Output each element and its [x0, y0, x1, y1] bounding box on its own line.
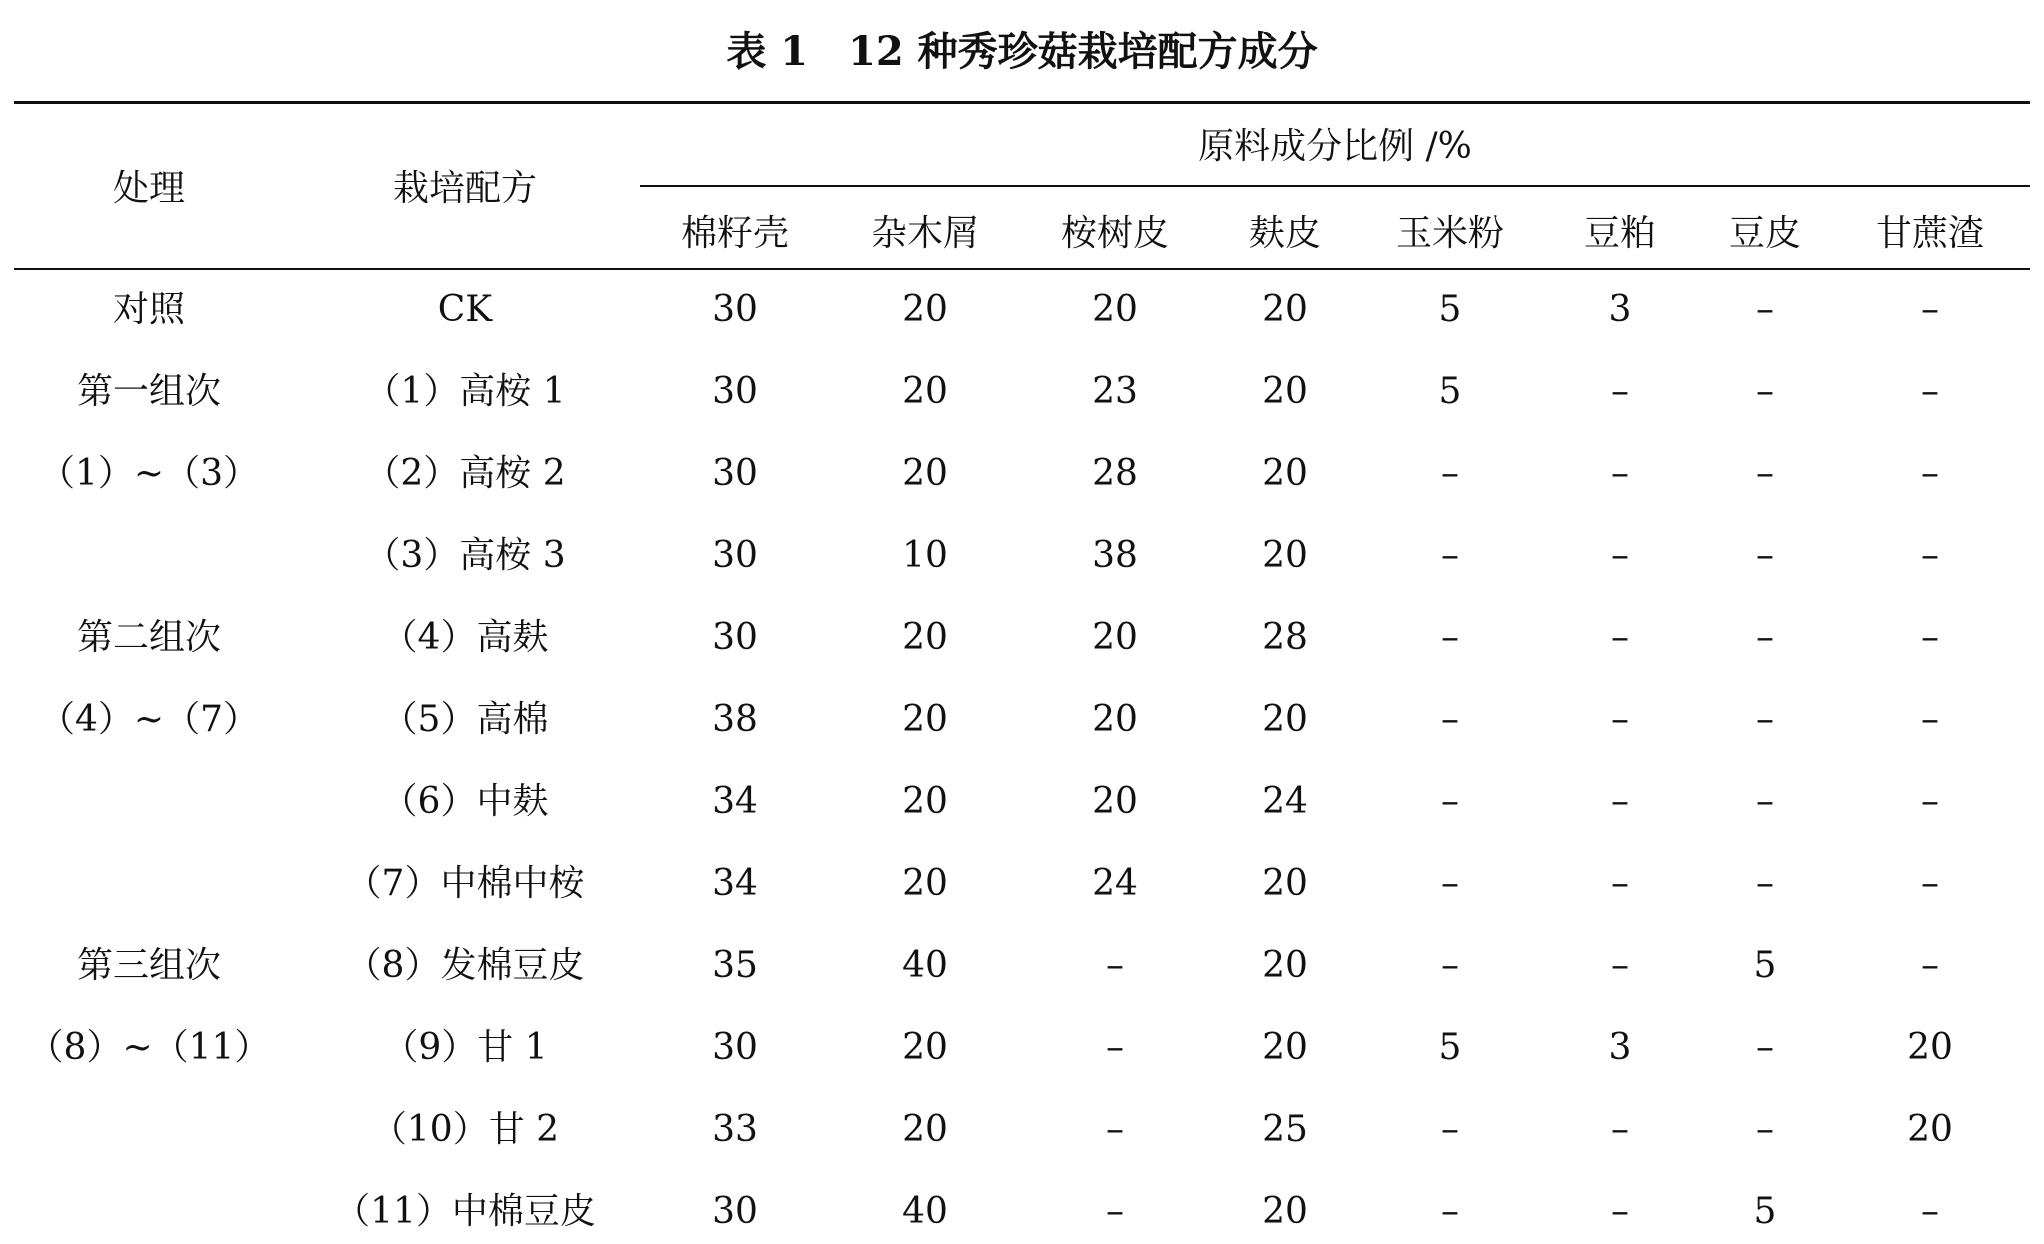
value-cell: –	[1441, 1191, 1459, 1232]
value-cell: 34	[712, 781, 758, 822]
value-cell: –	[1756, 617, 1774, 658]
value-cell: 20	[902, 781, 948, 822]
value-cell: 20	[1907, 1109, 1953, 1150]
value-cell: 30	[712, 1027, 758, 1068]
value-cell: –	[1921, 535, 1939, 576]
formula-cell: （1）高桉 1	[364, 371, 566, 412]
value-cell: 30	[712, 289, 758, 330]
group-header-rule	[640, 185, 2030, 187]
value-cell: –	[1756, 781, 1774, 822]
value-cell: –	[1921, 781, 1939, 822]
column-header: 豆粕	[1583, 213, 1656, 254]
formula-cell: （5）高棉	[381, 699, 549, 740]
value-cell: 20	[1262, 371, 1308, 412]
value-cell: 20	[1092, 289, 1138, 330]
value-cell: –	[1756, 371, 1774, 412]
value-cell: –	[1921, 289, 1939, 330]
value-cell: 33	[712, 1109, 758, 1150]
left-label: （8）~（11）	[27, 1027, 271, 1068]
left-label: （1）~（3）	[39, 453, 259, 494]
value-cell: –	[1921, 1191, 1939, 1232]
value-cell: 30	[712, 1191, 758, 1232]
column-header: 豆皮	[1728, 213, 1801, 254]
value-cell: 3	[1608, 1027, 1632, 1068]
value-cell: 35	[712, 945, 758, 986]
value-cell: 20	[902, 863, 948, 904]
formula-cell: （8）发棉豆皮	[345, 945, 585, 986]
formula-cell: （11）中棉豆皮	[334, 1191, 596, 1232]
value-cell: 5	[1753, 1191, 1777, 1232]
value-cell: 20	[1262, 289, 1308, 330]
value-cell: 20	[1907, 1027, 1953, 1068]
value-cell: –	[1611, 371, 1629, 412]
value-cell: 5	[1438, 1027, 1462, 1068]
value-cell: 20	[902, 371, 948, 412]
value-cell: 20	[902, 289, 948, 330]
value-cell: –	[1611, 617, 1629, 658]
value-cell: 20	[1262, 699, 1308, 740]
left-label: 对照	[112, 289, 185, 330]
value-cell: –	[1441, 535, 1459, 576]
value-cell: –	[1921, 699, 1939, 740]
value-cell: 5	[1438, 371, 1462, 412]
value-cell: 24	[1092, 863, 1138, 904]
left-label: 第一组次	[76, 371, 221, 412]
value-cell: –	[1921, 945, 1939, 986]
value-cell: 20	[902, 617, 948, 658]
value-cell: –	[1441, 617, 1459, 658]
column-header: 麸皮	[1248, 213, 1321, 254]
formula-cell: （10）甘 2	[370, 1109, 560, 1150]
value-cell: 40	[902, 945, 948, 986]
value-cell: 20	[1262, 945, 1308, 986]
value-cell: –	[1756, 1109, 1774, 1150]
value-cell: 20	[1262, 1027, 1308, 1068]
table-title: 表 1 12 种秀珍菇栽培配方成分	[726, 28, 1318, 75]
value-cell: –	[1921, 453, 1939, 494]
value-cell: –	[1441, 781, 1459, 822]
value-cell: –	[1611, 863, 1629, 904]
value-cell: –	[1106, 1109, 1124, 1150]
value-cell: 23	[1092, 371, 1138, 412]
value-cell: 5	[1438, 289, 1462, 330]
value-cell: 20	[902, 453, 948, 494]
left-label: 第三组次	[76, 945, 221, 986]
value-cell: –	[1611, 945, 1629, 986]
left-label: 第二组次	[76, 617, 221, 658]
value-cell: 10	[902, 535, 948, 576]
formula-cell: （3）高桉 3	[364, 535, 566, 576]
value-cell: –	[1921, 863, 1939, 904]
formula-cell: CK	[437, 289, 493, 330]
value-cell: –	[1756, 453, 1774, 494]
header-ingredient-ratio: 原料成分比例 /%	[1198, 126, 1472, 167]
value-cell: 34	[712, 863, 758, 904]
formula-cell: （2）高桉 2	[364, 453, 566, 494]
value-cell: –	[1611, 535, 1629, 576]
formula-cell: （6）中麸	[381, 781, 549, 822]
value-cell: 20	[902, 1027, 948, 1068]
value-cell: 20	[1092, 617, 1138, 658]
header-bottom-rule	[14, 268, 2030, 270]
value-cell: 20	[1262, 453, 1308, 494]
value-cell: –	[1611, 1109, 1629, 1150]
value-cell: –	[1441, 863, 1459, 904]
top-rule	[14, 101, 2030, 104]
formula-cell: （7）中棉中桉	[345, 863, 585, 904]
value-cell: 24	[1262, 781, 1308, 822]
formula-cell: （4）高麸	[381, 617, 549, 658]
value-cell: –	[1106, 945, 1124, 986]
value-cell: 3	[1608, 289, 1632, 330]
value-cell: 20	[902, 699, 948, 740]
column-header: 杂木屑	[870, 213, 979, 254]
value-cell: –	[1756, 535, 1774, 576]
value-cell: –	[1611, 1191, 1629, 1232]
value-cell: 20	[1092, 781, 1138, 822]
value-cell: 30	[712, 453, 758, 494]
value-cell: –	[1921, 371, 1939, 412]
value-cell: –	[1611, 781, 1629, 822]
value-cell: –	[1756, 289, 1774, 330]
value-cell: 20	[1262, 535, 1308, 576]
value-cell: 30	[712, 617, 758, 658]
value-cell: 30	[712, 371, 758, 412]
value-cell: –	[1441, 453, 1459, 494]
header-treatment: 处理	[112, 168, 185, 209]
value-cell: –	[1756, 1027, 1774, 1068]
value-cell: –	[1611, 453, 1629, 494]
value-cell: 40	[902, 1191, 948, 1232]
value-cell: 20	[902, 1109, 948, 1150]
value-cell: –	[1441, 1109, 1459, 1150]
value-cell: –	[1756, 863, 1774, 904]
value-cell: –	[1921, 617, 1939, 658]
value-cell: 20	[1262, 1191, 1308, 1232]
column-header: 桉树皮	[1060, 213, 1169, 254]
value-cell: 38	[712, 699, 758, 740]
column-header: 棉籽壳	[680, 213, 789, 254]
value-cell: –	[1441, 945, 1459, 986]
value-cell: 25	[1262, 1109, 1308, 1150]
value-cell: 28	[1262, 617, 1308, 658]
column-header: 玉米粉	[1395, 213, 1504, 254]
formula-cell: （9）甘 1	[382, 1027, 548, 1068]
header-formula: 栽培配方	[392, 168, 537, 209]
value-cell: –	[1756, 699, 1774, 740]
value-cell: –	[1106, 1027, 1124, 1068]
value-cell: 38	[1092, 535, 1138, 576]
value-cell: –	[1106, 1191, 1124, 1232]
value-cell: 28	[1092, 453, 1138, 494]
column-header: 甘蔗渣	[1875, 213, 1984, 254]
value-cell: 20	[1092, 699, 1138, 740]
value-cell: 20	[1262, 863, 1308, 904]
left-label: （4）~（7）	[39, 699, 259, 740]
value-cell: –	[1441, 699, 1459, 740]
value-cell: 5	[1753, 945, 1777, 986]
value-cell: 30	[712, 535, 758, 576]
value-cell: –	[1611, 699, 1629, 740]
